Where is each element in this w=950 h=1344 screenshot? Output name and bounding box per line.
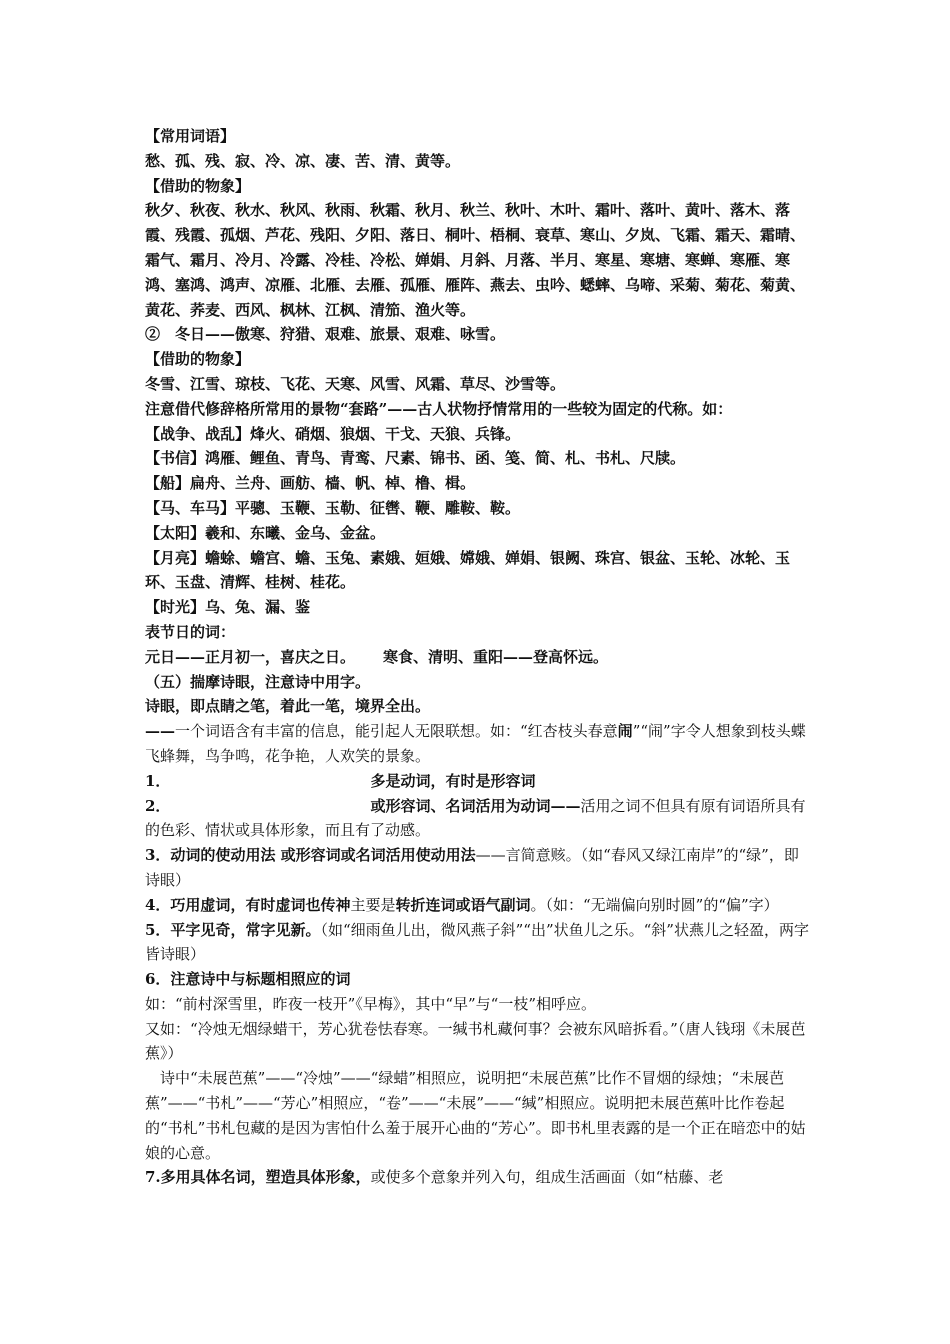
list-item: 6．注意诗中与标题相照应的词 [145,970,351,989]
text-run: 闹 [617,722,633,741]
paragraph: 冬雪、江雪、琼枝、飞花、天寒、风雪、风霜、草尽、沙雪等。 [145,374,566,393]
text-run: 3．动词的使动用法 或形容词或名词活用使动用法 [145,846,476,865]
text-run: 元日——正月初一，喜庆之日。 [145,647,356,666]
section-heading: 【借助的物象】 [145,176,251,195]
paragraph: 愁、孤、残、寂、冷、凉、凄、苦、清、黄等。 [145,151,461,170]
list-item [145,1165,810,1190]
subsection-heading: （五）揣摩诗眼，注意诗中用字。 [145,672,371,691]
paragraph: 表节日的词： [145,622,236,641]
text-run: 转折连词或语气副词 [395,895,531,914]
text-run: 5．平字见奇，常字见新。 [145,920,321,939]
paragraph: 又如：“冷烛无烟绿蜡干，芳心犹卷怯春寒。一缄书札藏何事？会被东风暗拆看。”（唐人钱珝《未展芭蕉》） [145,1019,806,1063]
paragraph [145,645,810,670]
paragraph: 秋夕、秋夜、秋水、秋风、秋雨、秋霜、秋月、秋兰、秋叶、木叶、霜叶、落叶、黄叶、落木、落霞、残霞、孤烟、芦花、残阳、夕阳、落日、桐叶、梧桐、衰草、寒山、夕岚、飞霜、霜天、霜晴、霜气、霜月、冷月、冷露、冷桂、冷松、婵娟、月斜、月落、半月、寒星、寒塘、寒蝉、寒雁、寒鸿、塞鸿、鸿声、凉雁、北雁、去雁、孤雁、雁阵、燕去、虫吟、蟋蟀、乌啼、采菊、菊花、菊黄、黄花、荞麦、西风、枫林、江枫、清笳、渔火等。 [145,201,806,319]
text-run: ”“闹”字令人想象到枝头蝶飞蜂舞，鸟争鸣，花争艳，人欢笑的景象。 [145,722,806,765]
paragraph [145,719,810,769]
text-run: 7.多用具体名词，塑造具体形象， [145,1168,371,1187]
text-run: 一个词语含有丰富的信息，能引起人无限联想。如：“红杏枝头春意 [175,722,618,741]
text-run: 4．巧用虚词，有时虚词也传神 [145,895,351,914]
list-item [145,843,810,893]
list-number: 1． [145,771,171,790]
paragraph: 【时光】乌、兔、漏、鉴 [145,598,311,617]
list-number: 2． [145,796,171,815]
text-run: 或使多个意象并列入句，组成生活画面（如“枯藤、老 [370,1168,724,1187]
document-page [145,124,810,1190]
section-heading: 【借助的物象】 [145,350,251,369]
paragraph: 诗中“未展芭蕉”——“冷烛”——“绿蜡”相照应，说明把“未展芭蕉”比作不冒烟的绿烛；“未展芭蕉”——“书札”——“芳心”相照应，“卷”——“未展”——“缄”相照应。说明把未展芭蕉叶比作卷起的“书札”书札包藏的是因为害怕什么羞于展开心曲的“芳心”。即书札里表露的是一个正在暗恋中的姑娘的心意。 [145,1069,806,1162]
text-run: 或形容词、名词活用为动词—— [370,796,581,815]
text-run: ——言简意赅。（如“春风又绿江南岸”的“绿”，即诗眼） [145,846,799,889]
text-run: （如“细雨鱼儿出，微风燕子斜”“出”状鱼儿之乐。“斜”状燕儿之轻盈，两字皆诗眼） [145,920,809,964]
paragraph: 【太阳】羲和、东曦、金乌、金盆。 [145,523,386,542]
text-run: 主要是 [350,895,396,914]
paragraph: ② 冬日——傲寒、狩猎、艰难、旅景、艰难、咏雪。 [145,325,506,344]
paragraph: 【马、车马】平骢、玉鞭、玉勒、征辔、鞭、雕鞍、鞍。 [145,498,521,517]
text-run: 。（如：“无端偏向别时圆”的“偏”字） [530,895,779,914]
section-heading: 【常用词语】 [145,127,236,145]
list-item [145,794,810,844]
paragraph: 【战争、战乱】烽火、硝烟、狼烟、干戈、天狼、兵锋。 [145,424,521,443]
text-run: 寒食、清明、重阳——登高怀远。 [383,647,609,666]
list-item [145,893,810,918]
paragraph: 如：“前村深雪里，昨夜一枝开”《早梅》，其中“早”与“一枝”相呼应。 [145,994,597,1013]
list-item [145,918,810,968]
paragraph: 【书信】鸿雁、鲤鱼、青鸟、青鸾、尺素、锦书、函、笺、简、札、书札、尺牍。 [145,449,686,468]
paragraph: 注意借代修辞格所常用的景物“套路”——古人状物抒情常用的一些较为固定的代称。如： [145,399,733,418]
text-run: —— [145,722,175,741]
paragraph: 诗眼，即点睛之笔，着此一笔，境界全出。 [145,697,431,716]
paragraph: 【船】扁舟、兰舟、画舫、樯、帆、棹、橹、楫。 [145,474,476,493]
text-run: 活用之词不但具有原有词语所具有的色彩、情状或具体形象，而且有了动感。 [145,796,806,840]
list-item [145,769,810,794]
paragraph: 【月亮】蟾蜍、蟾宫、蟾、玉兔、素娥、姮娥、嫦娥、婵娟、银阙、珠宫、银盆、玉轮、冰轮、玉环、玉盘、清辉、桂树、桂花。 [145,548,791,592]
text-run: 多是动词，有时是形容词 [370,771,536,790]
